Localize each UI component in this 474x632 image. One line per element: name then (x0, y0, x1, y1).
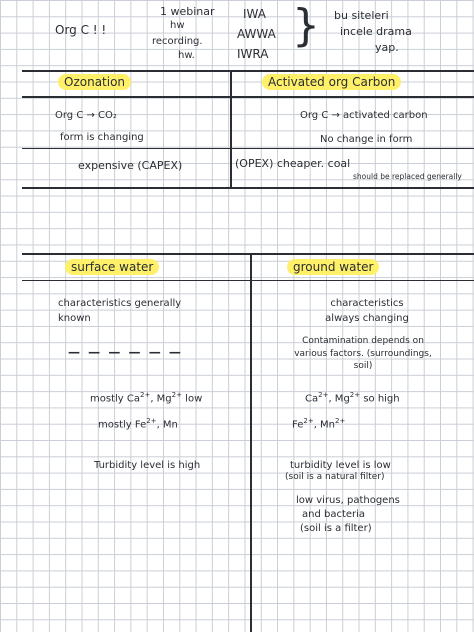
t2-dashes: — — — — — — (68, 345, 183, 359)
table1-divider (230, 70, 232, 188)
t2-r5-right-3: (soil is a filter) (300, 523, 372, 534)
ground-water-header: ground water (287, 261, 379, 274)
t1-r2-right: No change in form (320, 134, 413, 145)
table1-top-rule (22, 70, 474, 72)
t2-r2-right: Contamination depends on various factors. (surroundings, soil) (294, 336, 432, 372)
t2-r5-right-1: low virus, pathogens (296, 495, 400, 506)
t2-r4-right-1: turbidity level is low (290, 460, 391, 471)
org-iwra: IWRA (237, 47, 269, 61)
org-iwa: IWA (243, 7, 266, 21)
note-sites-1: bu siteleri (334, 9, 389, 22)
table2-header-rule (22, 280, 474, 281)
t2-r3b-left: mostly $Fe^{2+}$, Mn (98, 417, 178, 431)
table1-bottom-rule (22, 187, 474, 189)
table1-header-rule (22, 96, 474, 98)
org-awwa: AWWA (237, 27, 276, 41)
note-hw: hw (170, 20, 185, 31)
ozonation-header: Ozonation (58, 76, 131, 89)
org-c-title: Org C ! ! (55, 23, 107, 37)
t2-r1-right: characteristics always changing (325, 298, 409, 324)
t1-r1-right: Org C → activated carbon (300, 110, 428, 121)
note-hw-2: hw. (178, 50, 195, 61)
note-recording: recording. (152, 36, 203, 47)
t1-r3-right: (OPEX) cheaper. coal (235, 157, 351, 170)
note-webinar: 1 webinar (160, 5, 215, 18)
t1-note: should be replaced generally (353, 172, 462, 181)
t2-r4-right-2: (soil is a natural filter) (285, 472, 385, 482)
t1-r2-left: form is changing (60, 132, 144, 143)
t1-r1-left: Org C → CO₂ (55, 110, 117, 121)
curly-brace-icon: } (292, 0, 320, 51)
table2-divider (250, 253, 252, 632)
t2-r1-left: characteristics generally known (58, 298, 182, 324)
t2-r3a-left: mostly $Ca^{2+}$, $Mg^{2+}$ low (90, 391, 203, 405)
activated-carbon-header: Activated org Carbon (262, 76, 401, 89)
note-sites-2: incele drama (340, 25, 412, 38)
t2-r3b-right: $Fe^{2+}$, $Mn^{2+}$ (292, 417, 346, 431)
table2-top-rule (22, 253, 474, 255)
t1-r3-left: expensive (CAPEX) (78, 159, 183, 172)
t2-r5-right-2: and bacteria (302, 509, 366, 520)
surface-water-header: surface water (65, 261, 159, 274)
table1-row-rule (22, 148, 474, 149)
t2-r4-left: Turbidity level is high (94, 460, 201, 471)
note-sites-3: yap. (375, 41, 399, 54)
t2-r3a-right: $Ca^{2+}$, $Mg^{2+}$ so high (305, 391, 400, 405)
